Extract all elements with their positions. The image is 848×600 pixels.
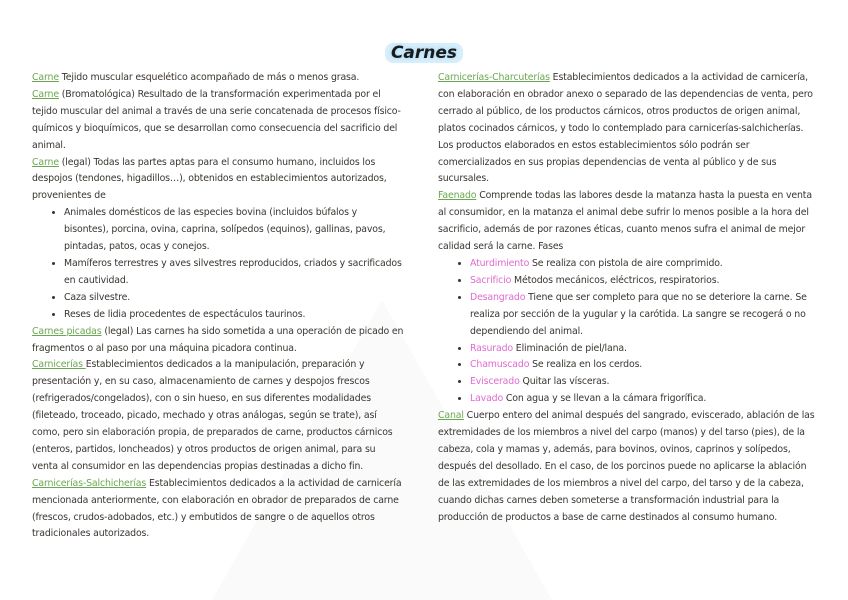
fase-name: Rasurado (470, 342, 513, 354)
fase-name: Eviscerado (470, 376, 520, 388)
fase-name: Sacrificio (470, 274, 512, 286)
def-carne-legal-text: (legal) Todas las partes aptas para el consumo humano, incluidos los despojos (tendones, higadillos…), obtenidos en establecimientos autorizados, provenientes de (32, 156, 387, 202)
term-carnicerias: Carnicerías (32, 359, 86, 371)
fase-lavado (470, 391, 818, 408)
fase-name: Lavado (470, 393, 504, 405)
term-carnicerias-salchicherias: Carnicerías-Salchicherías (32, 477, 147, 489)
term-carne-bromatologica: Carne (32, 88, 59, 100)
fase-text: Se realiza en los cerdos. (529, 359, 643, 371)
fase-eviscerado (470, 374, 818, 391)
fase-name: Chamuscado (470, 359, 530, 371)
def-carne-bromatologica (32, 87, 404, 155)
list-item: • Reses de lidia procedentes de espectáculos taurinos. (64, 307, 404, 324)
term-carne-legal: Carne (32, 156, 59, 168)
def-carne-bromatologica-text: (Bromatológica) Resultado de la transformación experimentada por el tejido muscular del animal a través de una serie concatenada de procesos físico-químicos y bioquímicos, que se desarrollan como consecuencia del sacrificio del animal. (32, 88, 401, 151)
def-faenado (438, 188, 818, 256)
def-carnicerias-charcuterias (438, 70, 818, 188)
fase-chamuscado (470, 357, 818, 374)
species-list (32, 205, 404, 323)
list-item: • Animales domésticos de las especies bovina (incluidos búfalos y bisontes), porcina, ovina, caprina, solípedos (equinos), gallinas, pavos, pintadas, patos, ocas y conejos. (64, 205, 404, 256)
def-canal-text: Cuerpo entero del animal después del sangrado, eviscerado, ablación de las extremidades de los miembros a nivel del carpo (manos) y del tarso (pies), de la cabeza, cola y mamas y, además, para bovinos, ovinos, caprinos y solípedos, después del desollado. En el caso, de los porcinos puede no aplicarse la ablación de las extremidades de los miembros a nivel del carpo, del tarso y de la cabeza, cuando dichas carnes deben someterse a transformación industrial para la producción de productos a base de carne destinados al consumo humano. (438, 410, 815, 523)
fase-name: Aturdimiento (470, 257, 530, 269)
def-canal (438, 408, 818, 526)
page-title-wrap (0, 43, 848, 63)
list-item: • Caza silvestre. (64, 290, 404, 307)
fases-list (438, 256, 818, 408)
def-faenado-text: Comprende todas las labores desde la matanza hasta la puesta en venta al consumidor, en la matanza el animal debe sufrir lo menos posible a la hora del sacrificio, además de por razones éticas, cuanto menos sufra el animal de mejor calidad será la carne. Fases (438, 190, 812, 253)
fase-text: Métodos mecánicos, eléctricos, respiratorios. (511, 274, 720, 286)
def-carnicerias-salchicherias-text: Establecimientos dedicados a la actividad de carnicería mencionada anteriormente, con elaboración en obrador de preparados de carne (frescos, crudos-adobados, etc.) y embutidos de sangre o de aquellos otros tradicionales autorizados. (32, 477, 402, 540)
page-title: Carnes (385, 43, 463, 63)
right-column (438, 70, 818, 526)
def-carnicerias-charcuterias-text: Establecimientos dedicados a la actividad de carnicería, con elaboración en obrador anexo o separado de las dependencias de venta, pero cerrado al público, de los productos cárnicos, otros productos de origen animal, platos cocinados cárnicos, y todo lo contemplado para carnicerías-salchicherías. Los productos elaborados en estos establecimientos sólo podrán ser comercializados en sus propias dependencias de venta al público y de sus sucursales. (438, 72, 813, 185)
fase-text: Tiene que ser completo para que no se deteriore la carne. Se realiza por sección de la yugular y la carótida. La sangre se recogerá o no dependiendo del animal. (470, 291, 807, 337)
fase-text: Con agua y se llevan a la cámara frigorífica. (503, 393, 707, 405)
fase-text: Quitar las vísceras. (519, 376, 610, 388)
def-carnes-picadas (32, 324, 404, 358)
term-carnes-picadas: Carnes picadas (32, 325, 102, 337)
def-carne-legal (32, 155, 404, 206)
fase-sacrificio (470, 273, 818, 290)
fase-aturdimiento (470, 256, 818, 273)
term-carnicerias-charcuterias: Carnicerías-Charcuterías (438, 72, 550, 83)
fase-name: Desangrado (470, 291, 526, 303)
fase-text: Se realiza con pistola de aire comprimido. (529, 257, 723, 269)
def-carnicerias-text: Establecimientos dedicados a la manipulación, preparación y presentación y, en su caso, almacenamiento de carnes y despojos frescos (refrigerados/congelados), con o sin hueso, en sus diferentes modalidades (fileteado, troceado, picado, mechado y otras análogas, según se trate), así como, pero sin elaboración propia, de preparados de carne, productos cárnicos (enteros, partidos, loncheados) y otros productos de origen animal, para su venta al consumidor en las dependencias propias destinadas a dicho fin. (32, 359, 393, 472)
list-item: • Mamíferos terrestres y aves silvestres reproducidos, criados y sacrificados en cautividad. (64, 256, 404, 290)
term-faenado: Faenado (438, 190, 477, 202)
def-carne-text: Tejido muscular esquelético acompañado de más o menos grasa. (58, 72, 360, 83)
term-canal: Canal (438, 410, 464, 422)
term-carne: Carne (32, 72, 59, 83)
def-carnicerias-salchicherias (32, 476, 404, 544)
def-carne (32, 70, 404, 87)
fase-rasurado (470, 341, 818, 358)
fase-desangrado (470, 290, 818, 341)
def-carnes-picadas-text: (legal) Las carnes ha sido sometida a una operación de picado en fragmentos o al paso por una máquina picadora continua. (32, 325, 404, 354)
def-carnicerias (32, 357, 404, 475)
left-column (32, 70, 404, 543)
fase-text: Eliminación de piel/lana. (512, 342, 627, 354)
